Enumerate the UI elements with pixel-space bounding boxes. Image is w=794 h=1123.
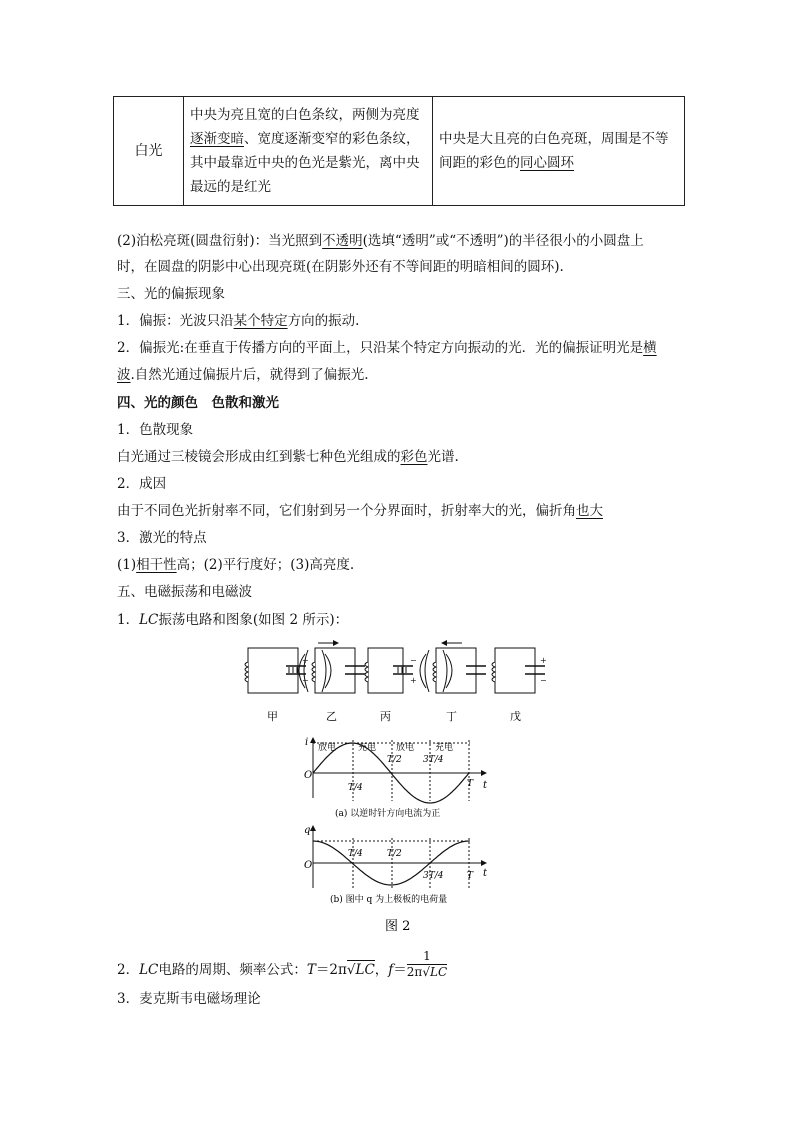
svg-text:−: − [540, 676, 547, 685]
svg-text:−: − [410, 656, 417, 665]
answer-underline: 横 [643, 340, 657, 356]
circuit-ding [420, 643, 486, 693]
text-span: 高；(2)平行度好；(3)高亮度. [176, 557, 355, 573]
text-span: (2)泊松亮斑(圆盘衍射)：当光照到 [117, 233, 323, 249]
single-slit-description [184, 97, 433, 206]
circuit-bing [365, 648, 417, 693]
axis-label-q: q [304, 825, 311, 836]
text-span: 间距的彩色的 [439, 155, 520, 171]
dispersion-heading: 1．色散现象 [117, 422, 194, 438]
text-span: 、宽度逐渐变窄的彩色条纹， [244, 131, 420, 147]
lc-oscillation-figure [0, 638, 794, 938]
svg-text:+: + [540, 656, 547, 665]
tick-label: T/2 [387, 755, 402, 765]
text-span: 由于不同色光折射率不同，它们射到另一个分界面时，折射率大的光，偏折角 [117, 503, 576, 519]
laser-text [117, 556, 354, 574]
lc-formula-line: 2．LC电路的周期、频率公式：T＝2π√LC，f＝ $\frac{1}{2\pi√LC}$ [117, 949, 448, 979]
polarization-item-1 [117, 312, 359, 330]
text-span: 1． [117, 612, 140, 628]
text-span: 1．偏振：光波只沿 [117, 313, 234, 329]
answer-underline: 也大 [576, 503, 603, 519]
tick-label: 3T/4 [423, 871, 444, 881]
tick-label: T [467, 779, 474, 789]
dispersion-text [117, 448, 459, 466]
answer-underline: 不透明 [322, 233, 363, 249]
current-graph [304, 737, 488, 819]
frequency-symbol: f [388, 962, 394, 978]
text-span: ＝2π [315, 962, 347, 978]
figure-caption: 图 2 [385, 919, 411, 934]
polarization-item-2 [117, 339, 657, 357]
text-span: 振荡电路和图象(如图 2 所示)： [158, 612, 349, 628]
laser-heading: 3．激光的特点 [117, 530, 207, 546]
text-span: 2． [117, 962, 140, 978]
graph-b-caption: (b) 图中 q 为上极板的电荷量 [330, 895, 448, 905]
period-symbol: T [306, 962, 316, 978]
text-span: 光谱. [427, 449, 459, 465]
denominator: 2π [406, 965, 423, 979]
axis-label-t: t [483, 780, 488, 791]
sqrt-content: LC [429, 965, 448, 979]
lc-symbol: LC [139, 962, 159, 978]
answer-underline: 相干性 [136, 557, 177, 573]
axis-label-i: i [305, 737, 309, 748]
section-3-title: 三、光的偏振现象 [117, 286, 225, 302]
circuit-wu [492, 648, 547, 693]
charge-graph [304, 825, 488, 905]
numerator: 1 [407, 949, 447, 965]
phase-label: 充电 [358, 743, 377, 753]
cause-heading: 2．成因 [117, 476, 167, 492]
svg-text:+: + [410, 676, 417, 685]
text-span: 最远的是红光 [190, 179, 271, 195]
circuit-yi [299, 643, 365, 693]
lc-circuit-heading [117, 611, 348, 629]
text-span: ＝ [393, 962, 407, 978]
origin-label: O [304, 860, 313, 871]
disk-description [433, 97, 685, 206]
circuit-label-ding: 丁 [446, 710, 457, 723]
comparison-table [113, 96, 685, 206]
circuit-label-jia: 甲 [267, 710, 278, 723]
section-5-title: 五、电磁振荡和电磁波 [117, 584, 252, 600]
graph-a-caption: (a) 以逆时针方向电流为正 [335, 809, 441, 819]
text-span: (1) [117, 557, 137, 573]
text-span: .自然光通过偏振片后，就得到了偏振光. [130, 367, 369, 383]
row-label: 白光 [114, 97, 184, 206]
text-span: 方向的振动. [287, 313, 360, 329]
tick-label: T/2 [387, 849, 402, 859]
cause-text [117, 502, 603, 520]
lc-symbol: LC [139, 612, 159, 628]
svg-text:−: − [302, 676, 309, 685]
text-span: 中央是大且亮的白色亮斑，周围是不等 [439, 131, 669, 147]
polarization-item-2-cont [117, 366, 369, 384]
text-span: 白光通过三棱镜会形成由红到紫七种色光组成的 [117, 449, 401, 465]
svg-text:+: + [302, 656, 309, 665]
tick-label: T/4 [348, 783, 363, 793]
text-span: 其中最靠近中央的色光是紫光，离中央 [190, 155, 420, 171]
answer-underline: 逐渐变暗 [190, 131, 244, 147]
text-span: 中央为亮且宽的白色条纹，两侧为亮度 [190, 107, 420, 123]
answer-underline: 波 [117, 367, 131, 383]
answer-underline: 彩色 [400, 449, 428, 465]
text-span: ， [374, 962, 389, 978]
answer-underline: 同心圆环 [520, 155, 574, 171]
phase-label: 充电 [435, 743, 454, 753]
poisson-line-1 [117, 232, 644, 250]
maxwell-heading: 3．麦克斯韦电磁场理论 [117, 991, 261, 1007]
table-row [114, 97, 685, 206]
poisson-line-2: 时，在圆盘的阴影中心出现亮斑(在阴影外还有不等间距的明暗相间的圆环). [117, 259, 564, 275]
tick-label: 3T/4 [423, 755, 444, 765]
circuit-label-yi: 乙 [326, 710, 337, 723]
text-span: (选填“透明”或“不透明”)的半径很小的小圆盘上 [362, 233, 644, 249]
text-span: 电路的周期、频率公式： [158, 962, 307, 978]
phase-label: 放电 [396, 743, 415, 753]
frequency-fraction: $\frac{1}{2\pi√LC}$ [406, 949, 448, 979]
tick-label: T [467, 871, 474, 881]
axis-label-t: t [483, 868, 488, 879]
answer-underline: 某个特定 [233, 313, 288, 329]
tick-label: T/4 [348, 849, 363, 859]
sqrt-content: LC [355, 962, 375, 978]
text-span: 2．偏振光:在垂直于传播方向的平面上，只沿某个特定方向振动的光．光的偏振证明光是 [117, 340, 644, 356]
circuit-label-wu: 戊 [510, 710, 521, 723]
circuit-label-bing: 丙 [380, 710, 391, 723]
section-4-title: 四、光的颜色 色散和激光 [117, 395, 279, 411]
phase-label: 放电 [318, 743, 337, 753]
origin-label: O [304, 770, 313, 781]
